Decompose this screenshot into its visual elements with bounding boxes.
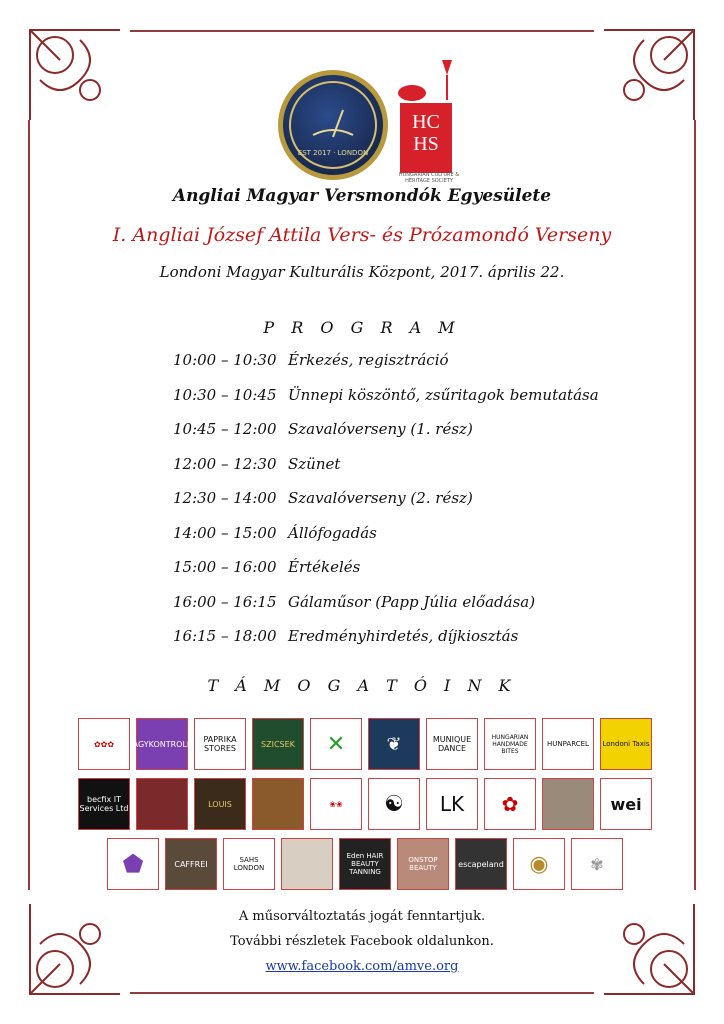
schedule-label: Szavalóverseny (1. rész): [288, 420, 473, 438]
supporter-logo[interactable]: escapeland: [455, 838, 507, 890]
facebook-link[interactable]: www.facebook.com/amve.org: [265, 959, 459, 974]
schedule-time: 12:30 – 14:00: [173, 489, 277, 507]
schedule-label: Értékelés: [288, 558, 361, 576]
schedule-time: 15:00 – 16:00: [173, 558, 277, 576]
supporter-logo[interactable]: ◉: [513, 838, 565, 890]
schedule-time: 10:45 – 12:00: [173, 420, 277, 438]
supporter-logo[interactable]: wei: [600, 778, 652, 830]
schedule-label: Szavalóverseny (2. rész): [288, 489, 473, 507]
schedule-row: [173, 489, 633, 524]
supporter-logo[interactable]: [252, 778, 304, 830]
footer-notice: A műsorváltoztatás jogát fenntartjuk.: [238, 909, 486, 924]
hchs-letters: HC HS: [400, 103, 452, 173]
supporter-logo[interactable]: ONSTOP BEAUTY: [397, 838, 449, 890]
schedule-label: Szünet: [288, 454, 341, 473]
supporter-logos: [70, 718, 660, 898]
program-heading: P R O G R A M: [263, 318, 461, 337]
supporter-logo[interactable]: [542, 778, 594, 830]
schedule-time: 12:00 – 12:30: [173, 454, 277, 473]
supporter-logo[interactable]: SZICSEK: [252, 718, 304, 770]
footer-details: További részletek Facebook oldalunkon.: [230, 934, 494, 949]
supporter-logo[interactable]: LOUIS: [194, 778, 246, 830]
supporter-logo[interactable]: becfix IT Services Ltd: [78, 778, 130, 830]
schedule-time: 16:15 – 18:00: [173, 627, 277, 645]
supporter-logo[interactable]: ✕: [310, 718, 362, 770]
frame-bottom-border: [130, 992, 594, 994]
schedule-row: [173, 420, 633, 455]
schedule-time: 10:30 – 10:45: [173, 385, 277, 404]
supporter-logo[interactable]: SAHS LONDON: [223, 838, 275, 890]
event-title: I. Angliai József Attila Vers- és Prózamondó Verseny: [112, 224, 612, 246]
supporter-logo[interactable]: CAFFREI: [165, 838, 217, 890]
supporter-logo[interactable]: ⬟: [107, 838, 159, 890]
facebook-link-line: [0, 959, 724, 974]
supporter-logo[interactable]: ✿: [484, 778, 536, 830]
schedule-row: [173, 558, 633, 593]
organization-name: Angliai Magyar Versmondók Egyesülete: [172, 186, 552, 206]
supporter-logo[interactable]: ❀❀: [310, 778, 362, 830]
corner-ornament-top-right: [594, 20, 704, 130]
supporter-logo[interactable]: Londoni Taxis: [600, 718, 652, 770]
schedule-row: [173, 386, 633, 421]
venue-date: Londoni Magyar Kulturális Központ, 2017. április 22.: [159, 263, 565, 281]
schedule-label: Ünnepi köszöntő, zsűritagok bemutatása: [288, 385, 599, 404]
schedule-label: Érkezés, regisztráció: [288, 351, 449, 369]
schedule-label: Eredményhirdetés, díjkiosztás: [288, 627, 519, 645]
supporters-heading: T Á M O G A T Ó I N K: [207, 676, 517, 695]
supporter-logo[interactable]: ✿✿✿: [78, 718, 130, 770]
supporter-logo[interactable]: ☯: [368, 778, 420, 830]
schedule-row: [173, 455, 633, 490]
schedule-time: 14:00 – 15:00: [173, 523, 277, 542]
schedule-row: [173, 351, 633, 386]
program-schedule: [173, 351, 633, 662]
supporter-logo[interactable]: PAPRIKA STORES: [194, 718, 246, 770]
society-seal-est: EST 2017 · LONDON: [297, 149, 369, 157]
supporter-logo[interactable]: LK: [426, 778, 478, 830]
corner-ornament-top-left: [20, 20, 130, 130]
schedule-row: [173, 593, 633, 628]
supporter-logo[interactable]: Eden HAIR BEAUTY TANNING: [339, 838, 391, 890]
hchs-logo: [392, 55, 464, 184]
hchs-subtitle: HUNGARIAN CULTURE & HERITAGE SOCIETY: [398, 172, 460, 184]
schedule-row: [173, 524, 633, 559]
supporter-logo[interactable]: HUNGARIAN HANDMADE BITES: [484, 718, 536, 770]
bird-tulip-icon: [392, 55, 464, 105]
supporter-logo[interactable]: MUNIQUE DANCE: [426, 718, 478, 770]
supporter-logo[interactable]: ❦: [368, 718, 420, 770]
supporter-logo[interactable]: [136, 778, 188, 830]
schedule-label: Állófogadás: [288, 523, 377, 542]
schedule-time: 10:00 – 10:30: [173, 351, 277, 369]
frame-top-border: [130, 30, 594, 32]
supporter-logo[interactable]: HUNPARCEL: [542, 718, 594, 770]
supporter-logo[interactable]: AGYKONTROLL: [136, 718, 188, 770]
supporter-logo[interactable]: [281, 838, 333, 890]
schedule-label: Gálaműsor (Papp Júlia előadása): [288, 592, 536, 611]
schedule-time: 16:00 – 16:15: [173, 592, 277, 611]
society-seal-logo: [278, 70, 388, 180]
supporter-logo[interactable]: ✾: [571, 838, 623, 890]
schedule-row: [173, 627, 633, 662]
